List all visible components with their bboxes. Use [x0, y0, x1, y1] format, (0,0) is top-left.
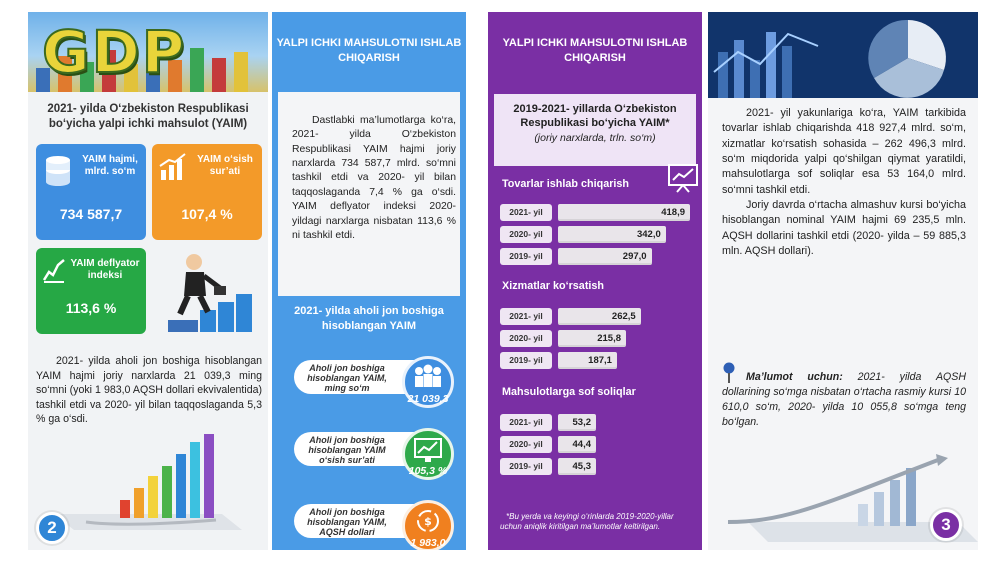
panel1-body-text: 2021- yilda aholi jon boshiga hisoblangan YAIM hajmi joriy narxlarda 21 039,3 ming so‘mni (yoki 1 983,0 AQSH dollari ekvivalentida) tashkil etdi va 2020- yil bilan taqqoslaganda 5,3 % ga o‘sdi.	[36, 355, 262, 426]
bar-row	[500, 308, 694, 325]
per-capita-gdp-badge	[402, 356, 454, 408]
panel3-subtitle: 2019-2021- yillarda O‘zbekiston Respublikasi bo‘yicha YAIM*	[513, 103, 677, 130]
page-gdp-structure-chart	[488, 12, 702, 550]
line-chart-icon	[42, 256, 66, 284]
panel4-body-text	[722, 106, 966, 259]
panel3-footnote: *Bu yerda va keyingi o‘rinlarda 2019-2020-yillar uchun aniqlik kiritilgan ma’lumotlar keltirilgan.	[500, 512, 674, 531]
tile-gdp-volume	[36, 144, 146, 240]
panel2-body-text: Dastlabki ma’lumotlarga ko‘ra, 2021- yilda O‘zbekiston Respublikasi YAIM hajmi joriy narxlarda 734 587,7 mlrd. so‘mni tashkil etdi va 2020- yil bilan taqqoslaganda 7,4 % ga o‘sdi. YAIM deflyator indeksi 2020- yildagi narxlarga nisbatan 113,6 % ni tashkil etdi.	[292, 115, 456, 241]
bar-row	[500, 204, 694, 221]
bar-value-label: 262,5	[611, 311, 636, 322]
tile-gdp-volume-label: YAIM hajmi, mlrd. so‘m	[82, 154, 138, 177]
bar-year-label: 2020- yil	[500, 330, 552, 347]
bar-row	[500, 414, 694, 431]
decorative-3d-bar-chart	[46, 430, 246, 540]
bar-value-label: 418,9	[661, 207, 685, 218]
panel3-header: YALPI ICHKI MAHSULOTNI ISHLAB CHIQARISH	[488, 12, 702, 90]
svg-text:$: $	[424, 515, 432, 528]
bar-row	[500, 352, 694, 369]
bar-row	[500, 436, 694, 453]
bar-row	[500, 226, 694, 243]
page-right-text	[708, 12, 978, 550]
tile-gdp-growth-value: 107,4 %	[181, 206, 233, 222]
bar-year-label: 2019- yil	[500, 458, 552, 475]
bar-value-label: 53,2	[572, 417, 591, 428]
per-capita-usd-label: Aholi jon boshiga hisoblangan YAIM, AQSH dollari	[307, 507, 387, 537]
presentation-board-icon	[666, 160, 700, 194]
panel4-info-note	[722, 370, 966, 430]
panel2-body-box	[278, 92, 460, 296]
tile-gdp-growth-label: YAIM o‘sish sur’ati	[197, 154, 253, 177]
growth-bars-icon	[158, 152, 188, 182]
per-capita-usd-pill	[294, 500, 458, 549]
bar-year-label: 2020- yil	[500, 226, 552, 243]
per-capita-growth-value: 105,3 %	[408, 465, 448, 477]
info-note-text: 2021- yilda AQSH dollarining so‘mga nisbatan o‘rtacha rasmiy kursi 10 610,0 so‘m, 2020- yilda 10 055,8 so‘mga teng bo‘lgan.	[722, 371, 966, 429]
panel2-header: YALPI ICHKI MAHSULOTNI ISHLAB CHIQARISH	[272, 12, 466, 90]
monitor-chart-icon	[405, 435, 451, 465]
tile-gdp-volume-value: 734 587,7	[59, 206, 123, 222]
page-left-infographic	[28, 12, 268, 550]
per-capita-usd-value: 1 983,0	[410, 537, 446, 549]
bar-group-title-services: Xizmatlar ko‘rsatish	[502, 280, 605, 292]
coins-icon	[42, 152, 74, 188]
per-capita-growth-label: Aholi jon boshiga hisoblangan YAIM o‘sish sur’ati	[308, 435, 386, 465]
info-note-label: Ma’lumot uchun:	[746, 371, 843, 383]
bar-year-label: 2019- yil	[500, 352, 552, 369]
per-capita-growth-pill	[294, 428, 458, 477]
tile-deflator	[36, 248, 146, 334]
bar-value-label: 342,0	[636, 229, 661, 240]
panel1-title: 2021- yilda O‘zbekiston Respublikasi bo‘yicha yalpi ichki mahsulot (YAIM)	[47, 103, 249, 130]
businessman-steps-illustration	[164, 248, 264, 338]
panel4-paragraph-2: Joriy davrda o‘rtacha almashuv kursi bo‘yicha hisoblangan nominal YAIM hajmi 69 235,5 mln. AQSH dollarini tashkil etdi (2020- yilda – 59 885,3 mln. AQSH dollari).	[722, 198, 966, 257]
bar-year-label: 2021- yil	[500, 204, 552, 221]
money-cycle-icon	[405, 507, 451, 537]
panel2-subtitle: 2021- yilda aholi jon boshiga hisoblangan YAIM	[294, 305, 444, 332]
panel3-units: (joriy narxlarda, trln. so‘m)	[534, 131, 656, 144]
bar-row	[500, 330, 694, 347]
bar-year-label: 2019- yil	[500, 248, 552, 265]
finance-chart-banner	[708, 12, 978, 98]
per-capita-usd-badge	[402, 500, 454, 550]
bar-year-label: 2021- yil	[500, 414, 552, 431]
tile-gdp-growth	[152, 144, 262, 240]
people-icon	[405, 363, 451, 393]
bar-group-title-taxes: Mahsulotlarga sof soliqlar	[502, 386, 636, 398]
bar-value-label: 297,0	[622, 251, 647, 262]
gdp-hero-banner	[28, 12, 268, 92]
per-capita-gdp-label: Aholi jon boshiga hisoblangan YAIM, ming so‘m	[307, 363, 387, 393]
panel4-paragraph-1: 2021- yil yakunlariga ko‘ra, YAIM tarkibida tovarlar ishlab chiqarishda 418 927,4 mlrd. so‘m, xizmatlar ko‘rsatish sohasida – 262 496,3 mlrd. so‘m miqdorida yalpi qo‘shilgan qiymat yaratildi, mahsulotlarga sof soliqlar esa 53 164,0 mlrd. so‘mni tashkil etdi.	[722, 107, 966, 196]
per-capita-growth-badge	[402, 428, 454, 480]
bar-value-label: 45,3	[572, 461, 591, 472]
page-number-badge-right: 3	[930, 509, 962, 541]
gdp-heading-word: GDP	[42, 18, 187, 86]
per-capita-gdp-value: 21 039,3	[407, 393, 449, 405]
bar-row	[500, 248, 694, 265]
bar-value-label: 215,8	[597, 333, 621, 344]
tile-deflator-label: YAIM deflyator indeksi	[70, 258, 140, 281]
page-gdp-production-intro	[272, 12, 466, 550]
bar-value-label: 187,1	[588, 355, 612, 366]
bar-year-label: 2020- yil	[500, 436, 552, 453]
bar-group-title-goods: Tovarlar ishlab chiqarish	[502, 178, 630, 190]
panel3-subtitle-box	[494, 94, 696, 166]
bar-year-label: 2021- yil	[500, 308, 552, 325]
bar-value-label: 44,4	[572, 439, 591, 450]
per-capita-gdp-pill	[294, 356, 458, 405]
tile-deflator-value: 113,6 %	[65, 300, 117, 316]
bar-row	[500, 458, 694, 475]
page-number-badge: 2	[36, 512, 68, 544]
